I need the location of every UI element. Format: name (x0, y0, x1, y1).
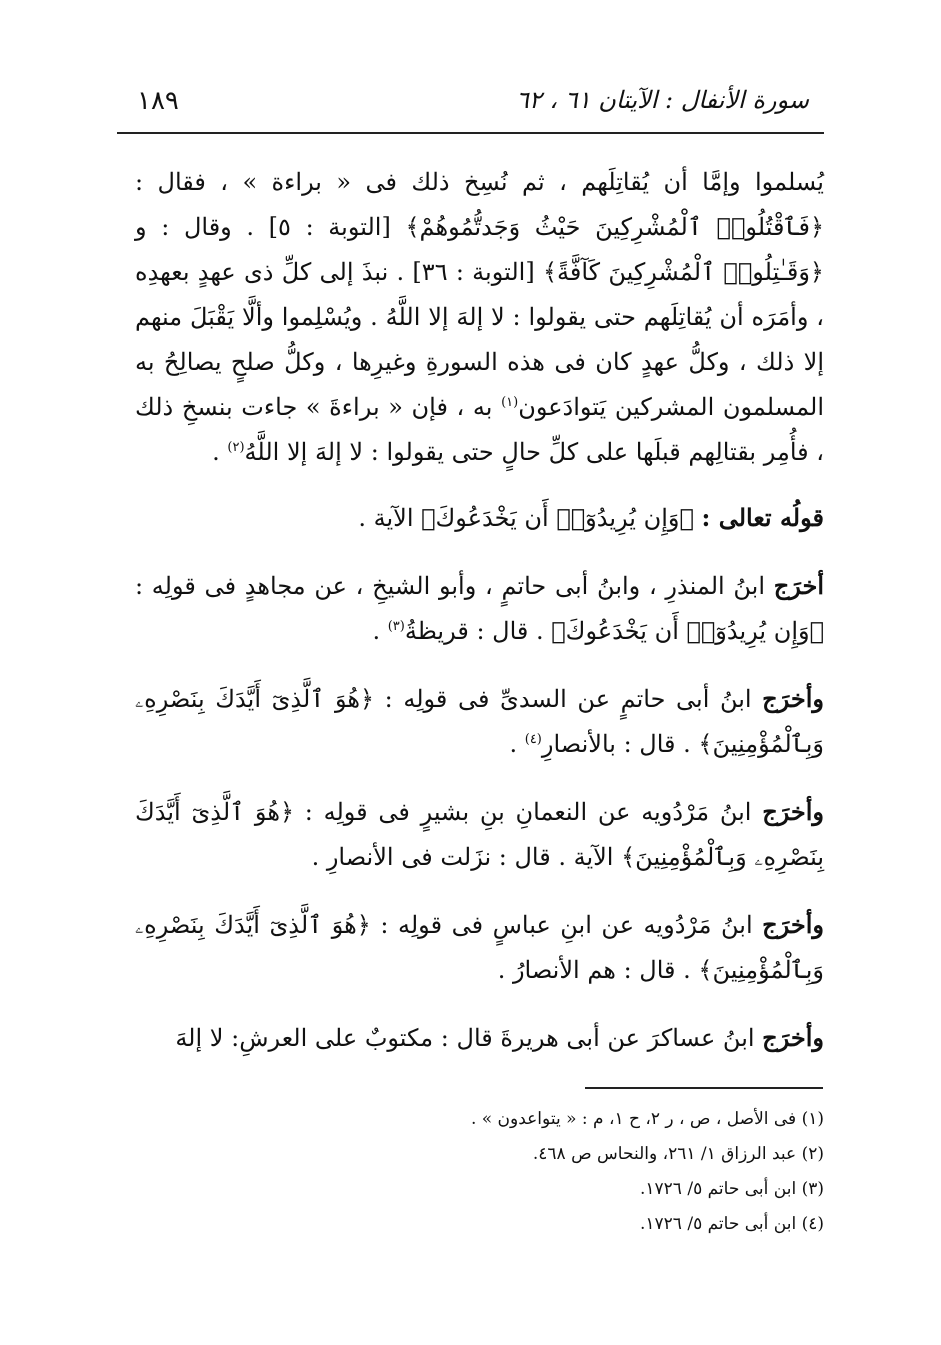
section-lead: قولُه تعالى : (701, 503, 824, 532)
text: به ، فإن « براءةَ » جاءت بنسخِ ذلك ، فأُمِر بقتالِهم قبلَها على كلِّ حالٍ حتى يقولوا : لا إلهَ إلا اللَّهُ (135, 393, 824, 466)
text: . (212, 438, 228, 466)
narration-lead: وأخرَج (762, 910, 824, 939)
page-header (125, 78, 821, 128)
text: ابنُ مَرْدُويه عن ابنِ عباسٍ فى قولِه : (370, 911, 763, 939)
paragraph-4 (135, 676, 824, 767)
text: ابنُ مَرْدُويه عن النعمانِ بنِ بشيرٍ فى قولِه : (294, 798, 763, 826)
text: [التوبة : ٣٦] . نبذَ إلى كلِّ ذى عهدٍ بعهدِه ، وأمَرَه أن يُقاتِلَهم حتى يقولوا : لا إلهَ إلا اللَّهُ . ويُسْلِموا وألَّا يَقْبَلَ منهم إلا ذلك ، وكلُّ عهدٍ كان فى هذه السورةِ وغيرِها ، وكلُّ صلحٍ يصالِحُ به المسلمون المشركين يَتوادَعون (135, 258, 824, 421)
text: الآية . قال : نزَلت فى الأنصارِ . (311, 843, 622, 871)
narration-lead: وأخرَج (762, 684, 824, 713)
paragraph-6 (135, 902, 824, 993)
paragraph-5 (135, 789, 824, 880)
text: الآية . (358, 504, 422, 532)
running-title: سورة الأنفال : الآيتان ٦١ ، ٦٢ (516, 86, 809, 114)
footnote-ref: (٤) (524, 732, 542, 747)
quran-quote: ﴿وَإِن يُرِيدُوٓا۟ أَن يَخْدَعُوكَ﴾ (551, 617, 824, 645)
narration-lead: وأخرَج (762, 797, 825, 826)
paragraph-1 (135, 160, 824, 475)
footnote-ref: (٣) (387, 619, 405, 634)
text: ابنُ عساكرَ عن أبى هريرةَ قال : مكتوبٌ على العرشِ: لا إلهَ (175, 1024, 763, 1052)
page-number: ١٨٩ (137, 86, 179, 116)
text: ابنُ أبى حاتمٍ عن السدىِّ فى قولِه : (374, 685, 763, 713)
quran-quote: ﴿وَقَـٰتِلُوا۟ ٱلْمُشْرِكِينَ كَآفَّةً﴾ (542, 258, 824, 286)
footnotes (380, 1102, 824, 1242)
footnote-2: (٢) عبد الرزاق ١/ ٢٦١، والنحاس ص ٤٦٨. (532, 1144, 824, 1164)
paragraph-2 (135, 495, 824, 541)
main-text (135, 160, 824, 1083)
footnote-3: (٣) ابن أبى حاتم ٥/ ١٧٢٦. (639, 1179, 824, 1199)
narration-lead: وأخرَج (762, 1023, 824, 1052)
text: ابنُ المنذرِ ، وابنُ أبى حاتمٍ ، وأبو الشيخِ ، عن مجاهدٍ فى قولِه : (135, 572, 774, 600)
quran-quote: ﴿هُوَ ٱلَّذِىٓ أَيَّدَكَ بِنَصْرِهِۦ وَبِٱلْمُؤْمِنِينَ﴾ (135, 685, 824, 758)
text: . (372, 617, 388, 645)
quran-quote: ﴿هُوَ ٱلَّذِىٓ أَيَّدَكَ بِنَصْرِهِۦ وَبِٱلْمُؤْمِنِينَ﴾ (135, 911, 824, 984)
footnote-rule (585, 1087, 823, 1089)
header-rule (117, 132, 824, 134)
quran-quote: ﴿وَإِن يُرِيدُوٓا۟ أَن يَخْدَعُوكَ﴾ (421, 504, 702, 532)
paragraph-3 (135, 563, 824, 654)
text: . (509, 730, 525, 758)
footnote-1: (١) فى الأصل ، ص ، ر ٢، ح ١، م : « يتواعدون » . (470, 1109, 824, 1129)
footnote-ref: (١) (501, 395, 519, 410)
narration-lead: أخرَج (773, 571, 824, 600)
text: . قال : هم الأنصارُ . (497, 956, 699, 984)
text: . قال : بالأنصارِ (541, 730, 699, 758)
quran-quote: ﴿هُوَ ٱلَّذِىٓ أَيَّدَكَ بِنَصْرِهِۦ وَبِٱلْمُؤْمِنِينَ﴾ (135, 798, 824, 871)
text: [التوبة : ٥] . وقال : و (135, 213, 406, 241)
text: . قال : قريظةُ (404, 617, 552, 645)
quran-quote: ﴿فَٱقْتُلُوا۟ ٱلْمُشْرِكِينَ حَيْثُ وَجَدتُّمُوهُمْ﴾ (405, 213, 825, 241)
footnote-ref: (٢) (227, 440, 245, 455)
paragraph-7 (135, 1015, 824, 1061)
footnote-4: (٤) ابن أبى حاتم ٥/ ١٧٢٦. (639, 1214, 824, 1234)
text: يُسلموا وإمَّا أن يُقاتِلَهم ، ثم نُسِخ ذلك فى « براءة » ، فقال : (135, 168, 824, 196)
